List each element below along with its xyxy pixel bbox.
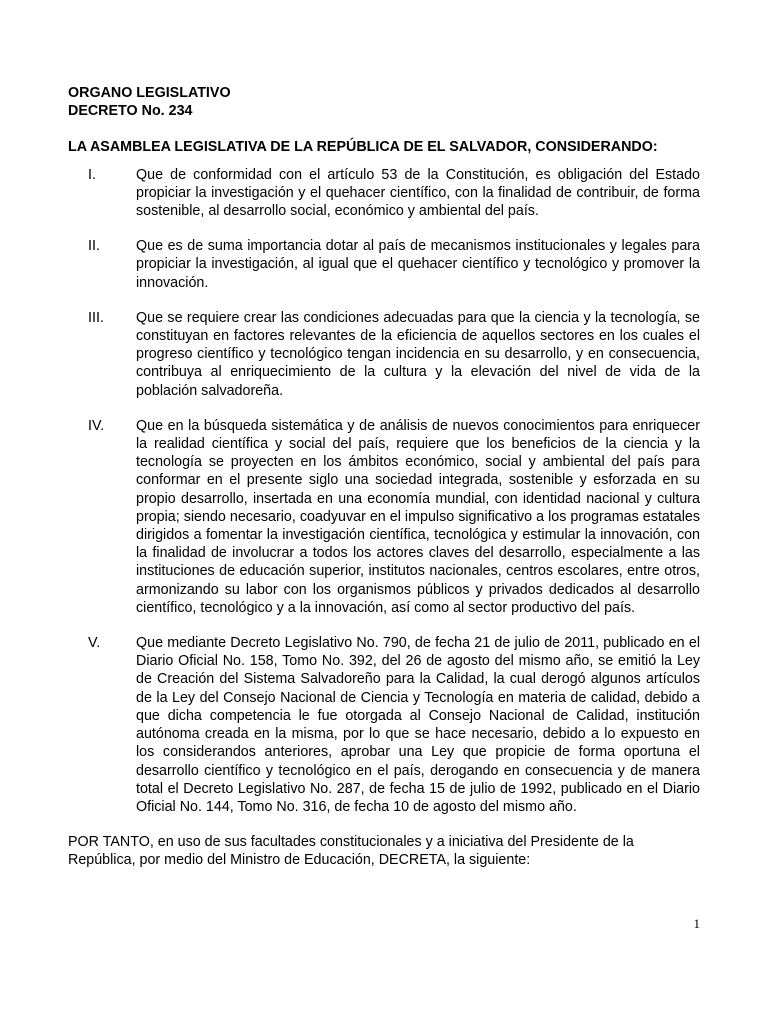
item-text: Que se requiere crear las condiciones adecuadas para que la ciencia y la tecnología, se constituyan en factores relevantes de la eficiencia de aquellos sectores en los cuales el progreso científico y tecnológico tengan incidencia en su desarrollo, y en consecuencia, contribuya al enriquecimiento de la cultura y la elevación del nivel de vida de la población salvadoreña.	[136, 309, 700, 399]
item-number: III.	[88, 309, 104, 326]
considerando-heading: LA ASAMBLEA LEGISLATIVA DE LA REPÚBLICA DE EL SALVADOR, CONSIDERANDO:	[68, 139, 658, 156]
item-number: I.	[88, 166, 96, 183]
item-text: Que en la búsqueda sistemática y de análisis de nuevos conocimientos para enriquecer la realidad científica y social del país, requiere que los beneficios de la ciencia y la tecnología se proyecten en los ámbitos económico, social y ambiental del país para conformar en el presente siglo una sociedad integrada, sostenible y esforzada en su propio desarrollo, insertada en una economía mundial, con identidad nacional y cultura propia; siendo necesario, coadyuvar en el impulso significativo a los programas estatales dirigidos a fomentar la investigación científica, tecnológica y estimular la innovación, con la finalidad de involucrar a todos los actores claves del desarrollo, especialmente a las instituciones de educación superior, institutos nacionales, centros escolares, entre otros, armonizando su labor con los organismos públicos y privados dedicados al desarrollo científico, tecnológico y a la innovación, así como al sector productivo del país.	[136, 417, 700, 616]
item-number: II.	[88, 238, 100, 255]
considerando-item	[68, 634, 700, 816]
considerando-item	[68, 237, 700, 292]
por-tanto-paragraph: POR TANTO, en uso de sus facultades constitucionales y a iniciativa del Presidente de la República, por medio del Ministro de Educación, DECRETA, la siguiente:	[68, 834, 634, 869]
item-text: Que es de suma importancia dotar al país de mecanismos institucionales y legales para propiciar la investigación, al igual que el quehacer científico y tecnológico y promover la innovación.	[136, 238, 700, 291]
page-number: 1	[693, 916, 700, 931]
considerando-item	[68, 309, 700, 400]
considerando-item	[68, 417, 700, 617]
considerando-item	[68, 166, 700, 221]
document-page	[68, 84, 700, 884]
item-text: Que de conformidad con el artículo 53 de la Constitución, es obligación del Estado propiciar la investigación y el quehacer científico, con la finalidad de contribuir, de forma sostenible, al desarrollo social, económico y ambiental del país.	[136, 166, 700, 220]
item-text: Que mediante Decreto Legislativo No. 790, de fecha 21 de julio de 2011, publicado en el Diario Oficial No. 158, Tomo No. 392, del 26 de agosto del mismo año, se emitió la Ley de Creación del Sistema Salvadoreño para la Calidad, la cual derogó algunos artículos de la Ley del Consejo Nacional de Ciencia y Tecnología en materia de calidad, debido a que dicha competencia le fue otorgada al Consejo Nacional de Calidad, institución autónoma creada en la misma, por lo que se hace necesario, debido a lo expuesto en los considerandos anteriores, aprobar una Ley que propicie de forma oportuna el desarrollo científico y tecnológico en el país, derogando en consecuencia y de manera total el Decreto Legislativo No. 287, de fecha 15 de julio de 1992, publicado en el Diario Oficial No. 144, Tomo No. 316, de fecha 10 de agosto del mismo año.	[136, 635, 700, 815]
organ-heading: ORGANO LEGISLATIVO	[68, 85, 231, 101]
item-number: IV.	[88, 417, 105, 434]
decree-number: DECRETO No. 234	[68, 103, 193, 120]
item-number: V.	[88, 635, 101, 652]
